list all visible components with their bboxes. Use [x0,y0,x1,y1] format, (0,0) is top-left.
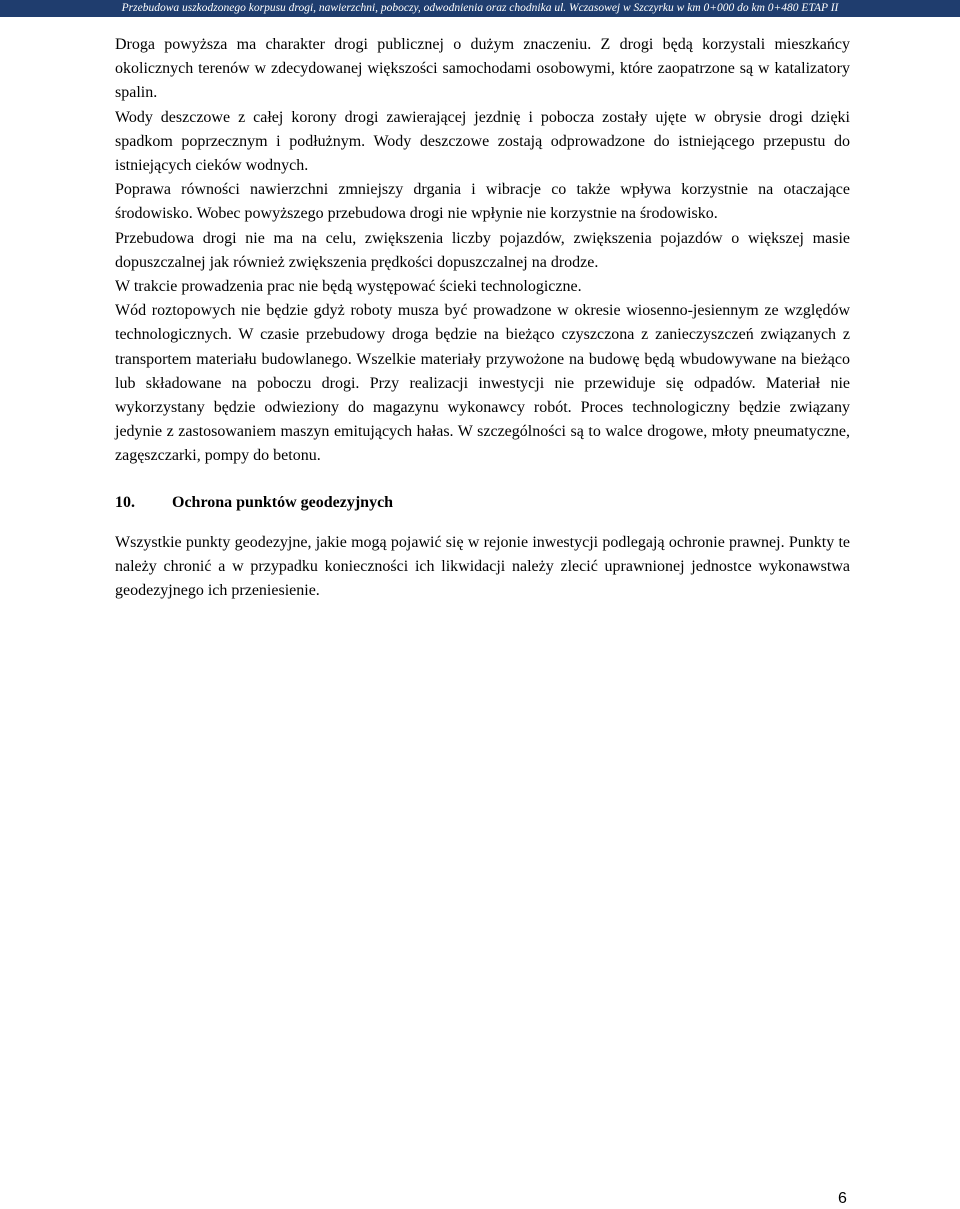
section-number: 10. [115,493,135,511]
page-number: 6 [838,1190,847,1207]
paragraph-traffic-volume: Przebudowa drogi nie ma na celu, zwiększenia liczby pojazdów, zwiększenia pojazdów o większej masie dopuszczalnej jak również zwiększenia prędkości dopuszczalnej na drodze. [115,229,850,271]
paragraph-construction-works: Wód roztopowych nie będzie gdyż roboty musza być prowadzone w okresie wiosenno-jesiennym ze względów technologicznych. W czasie przebudowy droga będzie na bieżąco czyszczona z zanieczyszczeń związanych z transportem materiału budowlanego. Wszelkie materiały przywożone na budowę będą wbudowywane na bieżąco lub składowane na poboczu drogi. Przy realizacji inwestycji nie przewiduje się odpadów. Materiał nie wykorzystany będzie odwieziony do magazynu wykonawcy robót. Proces technologiczny będzie związany jedynie z zastosowaniem maszyn emitujących hałas. W szczególności są to walce drogowe, młoty pneumatyczne, zagęszczarki, pompy do betonu. [115,302,850,465]
paragraph-geodetic-points: Wszystkie punkty geodezyjne, jakie mogą pojawić się w rejonie inwestycji podlegają ochronie prawnej. Punkty te należy chronić a w przypadku konieczności ich likwidacji należy zlecić uprawnionej jednostce wykonawstwa geodezyjnego ich przeniesienie. [115,533,850,600]
document-body [115,33,850,603]
paragraph-road-character: Droga powyższa ma charakter drogi publicznej o dużym znaczeniu. Z drogi będą korzystali mieszkańcy okolicznych terenów w zdecydowanej większości samochodami osobowymi, które zaopatrzone są w katalizatory spalin. [115,36,850,102]
paragraph-rainwater: Wody deszczowe z całej korony drogi zawierającej jezdnię i pobocza zostały ujęte w obrysie drogi dzięki spadkom poprzecznym i podłużnym. Wody deszczowe zostają odprowadzone do istniejącego przepustu do istniejących cieków wodnych. [115,108,850,175]
section-heading [115,491,850,515]
paragraph-process-wastewater: W trakcie prowadzenia prac nie będą występować ścieki technologiczne. [115,278,582,296]
paragraph-surface-evenness: Poprawa równości nawierzchni zmniejszy drgania i wibracje co także wpływa korzystnie na otaczające środowisko. Wobec powyższego przebudowa drogi nie wpłynie nie korzystnie na środowisko. [115,181,850,223]
running-header-title: Przebudowa uszkodzonego korpusu drogi, nawierzchni, poboczy, odwodnienia oraz chodnika ul. Wczasowej w Szczyrku w km 0+000 do km 0+480 ETAP II [121,2,839,14]
section-title: Ochrona punktów geodezyjnych [172,493,394,511]
